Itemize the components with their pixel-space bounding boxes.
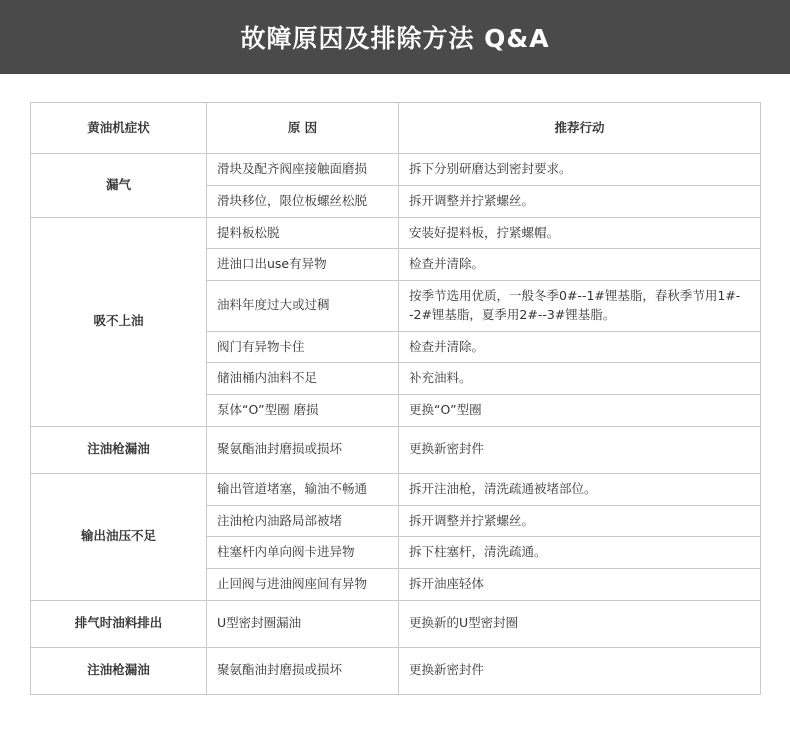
cell-symptom: 漏气 bbox=[31, 154, 207, 218]
column-header-action: 推荐行动 bbox=[399, 103, 761, 154]
cell-action: 拆开调整并拧紧螺丝。 bbox=[399, 505, 761, 537]
cell-cause: 提料板松脱 bbox=[207, 217, 399, 249]
column-header-symptom: 黄油机症状 bbox=[31, 103, 207, 154]
cell-action: 安装好提料板，拧紧螺帽。 bbox=[399, 217, 761, 249]
column-header-cause: 原 因 bbox=[207, 103, 399, 154]
cell-action: 拆开注油枪，清洗疏通被堵部位。 bbox=[399, 473, 761, 505]
cell-action: 拆下柱塞杆，清洗疏通。 bbox=[399, 537, 761, 569]
cell-symptom: 排气时油料排出 bbox=[31, 600, 207, 647]
cell-cause: U型密封圈漏油 bbox=[207, 600, 399, 647]
table-header-row bbox=[31, 103, 761, 154]
table-body bbox=[31, 154, 761, 695]
table-row bbox=[31, 154, 761, 186]
cell-cause: 止回阀与进油阀座间有异物 bbox=[207, 569, 399, 601]
cell-symptom: 注油枪漏油 bbox=[31, 647, 207, 694]
cell-action: 拆开调整并拧紧螺丝。 bbox=[399, 185, 761, 217]
cell-cause: 泵体“O”型圈 磨损 bbox=[207, 395, 399, 427]
cell-action: 更换新的U型密封圈 bbox=[399, 600, 761, 647]
cell-cause: 输出管道堵塞，输油不畅通 bbox=[207, 473, 399, 505]
cell-action: 检查并清除。 bbox=[399, 249, 761, 281]
cell-cause: 阀门有异物卡住 bbox=[207, 331, 399, 363]
troubleshooting-table bbox=[30, 102, 761, 695]
cell-symptom: 输出油压不足 bbox=[31, 473, 207, 600]
table-row bbox=[31, 600, 761, 647]
cell-cause: 滑块移位，限位板螺丝松脱 bbox=[207, 185, 399, 217]
cell-cause: 滑块及配齐阀座接触面磨损 bbox=[207, 154, 399, 186]
cell-cause: 聚氨酯油封磨损或损坏 bbox=[207, 647, 399, 694]
cell-cause: 油料年度过大或过稠 bbox=[207, 281, 399, 332]
page-title: 故障原因及排除方法 Q&A bbox=[240, 24, 550, 53]
table-row bbox=[31, 647, 761, 694]
cell-symptom: 注油枪漏油 bbox=[31, 426, 207, 473]
cell-action: 拆开油座轻体 bbox=[399, 569, 761, 601]
cell-action: 按季节选用优质，一般冬季0#--1#锂基脂，春秋季节用1#--2#锂基脂，夏季用2#--3#锂基脂。 bbox=[399, 281, 761, 332]
table-row bbox=[31, 217, 761, 249]
cell-action: 检查并清除。 bbox=[399, 331, 761, 363]
table-row bbox=[31, 473, 761, 505]
table-container bbox=[0, 74, 790, 695]
cell-cause: 柱塞杆内单向阀卡进异物 bbox=[207, 537, 399, 569]
cell-symptom: 吸不上油 bbox=[31, 217, 207, 426]
table-row bbox=[31, 426, 761, 473]
cell-action: 补充油料。 bbox=[399, 363, 761, 395]
cell-cause: 注油枪内油路局部被堵 bbox=[207, 505, 399, 537]
cell-action: 更换新密封件 bbox=[399, 426, 761, 473]
cell-action: 更换“O”型圈 bbox=[399, 395, 761, 427]
page-header bbox=[0, 0, 790, 74]
cell-cause: 储油桶内油料不足 bbox=[207, 363, 399, 395]
cell-cause: 进油口出use有异物 bbox=[207, 249, 399, 281]
cell-cause: 聚氨酯油封磨损或损坏 bbox=[207, 426, 399, 473]
cell-action: 更换新密封件 bbox=[399, 647, 761, 694]
cell-action: 拆下分别研磨达到密封要求。 bbox=[399, 154, 761, 186]
